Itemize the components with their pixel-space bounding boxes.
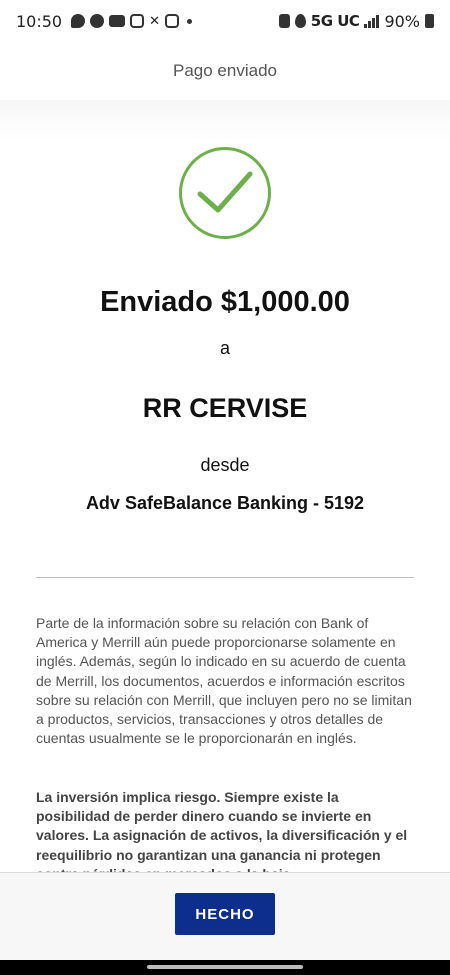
page-title: Pago enviado — [173, 61, 277, 80]
network-type: 5G UC — [310, 12, 360, 30]
battery-icon — [425, 14, 434, 28]
battery-percent: 90% — [384, 11, 420, 31]
x-icon: ✕ — [149, 13, 161, 29]
chat-icon — [71, 14, 85, 28]
check-icon — [196, 168, 254, 218]
language-disclosure: Parte de la información sobre su relación con Bank of America y Merrill aún puede proporcionarse solamente en inglés. Además, según lo indicado en su acuerdo de cuenta de Merrill, los documentos, acuerdos e información escritos sobre su relación con Merrill, que incluyen pero no se limitan a productos, servicios, transacciones y otros detalles de cuentas usualmente se le proporcionarán en inglés. — [36, 615, 412, 747]
check-circle-icon — [179, 147, 271, 239]
status-left — [16, 12, 192, 31]
location-icon — [295, 14, 306, 28]
footer — [0, 872, 450, 960]
signal-icon — [364, 15, 379, 28]
lock-icon — [279, 14, 290, 28]
messenger-icon — [90, 14, 104, 28]
sent-amount: Enviado $1,000.00 — [100, 286, 350, 318]
header — [0, 42, 450, 100]
done-button[interactable]: HECHO — [175, 893, 275, 935]
source-account: Adv SafeBalance Banking - 5192 — [85, 493, 365, 513]
from-label: desde — [200, 455, 250, 475]
more-notifications-icon — [187, 19, 192, 24]
home-gesture-handle[interactable] — [147, 965, 303, 969]
status-time: 10:50 — [16, 11, 63, 31]
divider — [36, 577, 414, 578]
system-nav-bar — [0, 960, 450, 975]
investment-risk-disclosure: La inversión implica riesgo. Siempre existe la posibilidad de perder dinero cuando se invierte en valores. La asignación de activos, la diversificación y el reequilibrio no garantizan una ganancia ni protegen — [36, 789, 408, 863]
to-label: a — [219, 338, 230, 358]
status-right — [279, 12, 434, 31]
instagram-icon — [165, 14, 179, 28]
status-bar — [0, 0, 450, 42]
instagram-icon — [130, 14, 144, 28]
recipient-name: RR CERVISE — [142, 393, 308, 423]
youtube-icon — [109, 15, 125, 27]
confirmation-content[interactable] — [0, 100, 450, 872]
